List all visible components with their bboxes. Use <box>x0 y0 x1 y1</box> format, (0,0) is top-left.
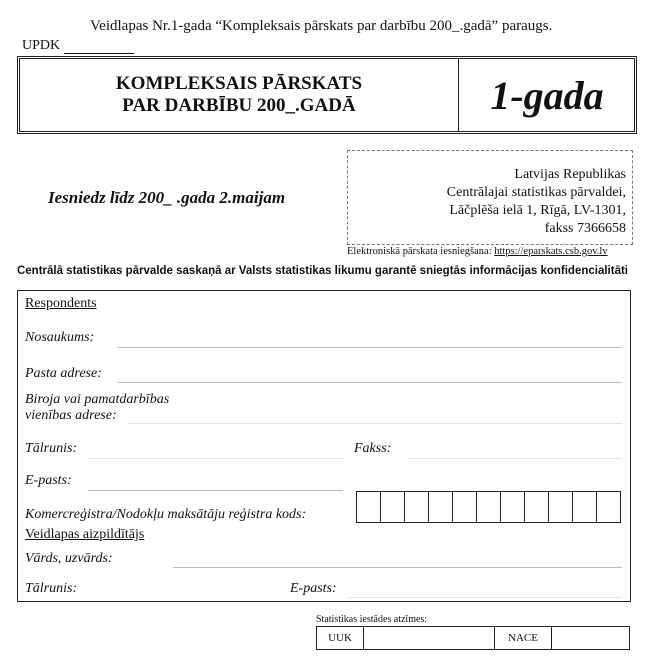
form-filler-section-title: Veidlapas aizpildītājs <box>25 527 145 542</box>
address-line: Centrālajai statistikas pārvaldei, <box>446 185 626 200</box>
uuk-label: UUK <box>317 627 364 649</box>
confidentiality-notice: Centrālā statistikas pārvalde saskaņā ar Valsts statistikas likumu garantē sniegtās informācijas konfidencialitāti <box>16 265 629 277</box>
filler-email-label: E-pasts: <box>290 581 337 596</box>
code-digit-box[interactable] <box>549 492 573 522</box>
name-label: Nosaukums: <box>25 330 95 345</box>
phone-label: Tālrunis: <box>25 441 78 456</box>
recipient-address-box <box>347 150 633 245</box>
email-label: E-pasts: <box>25 473 72 488</box>
fax-label: Fakss: <box>354 441 392 456</box>
email-field[interactable] <box>88 490 343 491</box>
code-digit-box[interactable] <box>525 492 549 522</box>
registration-code-label: Komercreģistra/Nodokļu maksātāju reģistra kods: <box>25 507 307 522</box>
statistics-office-marks-label: Statistikas iestādes atzīmes: <box>316 614 428 625</box>
code-digit-box[interactable] <box>405 492 429 522</box>
submission-deadline: Iesniedz līdz 200_ .gada 2.maijam <box>48 188 286 207</box>
report-title <box>20 59 459 131</box>
eform-label: Elektroniskā pārskata iesniegšana: <box>347 246 492 257</box>
code-digit-box[interactable] <box>453 492 477 522</box>
office-address-field[interactable] <box>128 423 622 424</box>
filler-name-field[interactable] <box>173 567 622 568</box>
address-line: Latvijas Republikas <box>514 167 626 182</box>
filler-name-label: Vārds, uzvārds: <box>25 551 113 566</box>
office-address-label-2: vienības adrese: <box>25 408 117 423</box>
electronic-submission-note <box>347 246 608 257</box>
nace-label: NACE <box>495 627 552 649</box>
respondent-form <box>17 290 631 602</box>
uuk-field[interactable] <box>364 627 495 649</box>
address-line: fakss 7366658 <box>544 221 626 236</box>
code-digit-box[interactable] <box>357 492 381 522</box>
code-digit-box[interactable] <box>429 492 453 522</box>
code-digit-box[interactable] <box>597 492 620 522</box>
postal-address-field[interactable] <box>118 382 622 383</box>
title-box <box>17 56 637 134</box>
nace-field[interactable] <box>552 627 628 649</box>
report-title-line1: KOMPLEKSAIS PĀRSKATS <box>115 73 363 94</box>
fax-field[interactable] <box>408 458 622 459</box>
code-digit-box[interactable] <box>477 492 501 522</box>
registration-code-boxes[interactable] <box>356 491 621 523</box>
report-title-line2: PAR DARBĪBU 200_.GADĀ <box>122 95 356 116</box>
code-digit-box[interactable] <box>573 492 597 522</box>
code-digit-box[interactable] <box>381 492 405 522</box>
eform-link[interactable]: https://eparskats.csb.gov.lv <box>494 246 608 257</box>
updk-field[interactable] <box>64 53 134 54</box>
code-digit-box[interactable] <box>501 492 525 522</box>
filler-email-field[interactable] <box>348 597 622 598</box>
updk-label: UPDK <box>22 38 61 53</box>
postal-address-label: Pasta adrese: <box>25 366 102 381</box>
statistics-office-marks-box <box>316 626 630 650</box>
name-field[interactable] <box>118 347 622 348</box>
respondent-section-title: Respondents <box>25 296 97 311</box>
form-code: 1-gada <box>490 72 604 118</box>
form-sample-caption: Veidlapas Nr.1-gada “Kompleksais pārskats par darbību 200_.gadā” paraugs. <box>90 18 553 34</box>
address-line: Lāčplēša ielā 1, Rīgā, LV-1301, <box>449 203 626 218</box>
office-address-label-1: Biroja vai pamatdarbības <box>25 392 170 407</box>
filler-phone-label: Tālrunis: <box>25 581 78 596</box>
phone-field[interactable] <box>88 458 343 459</box>
